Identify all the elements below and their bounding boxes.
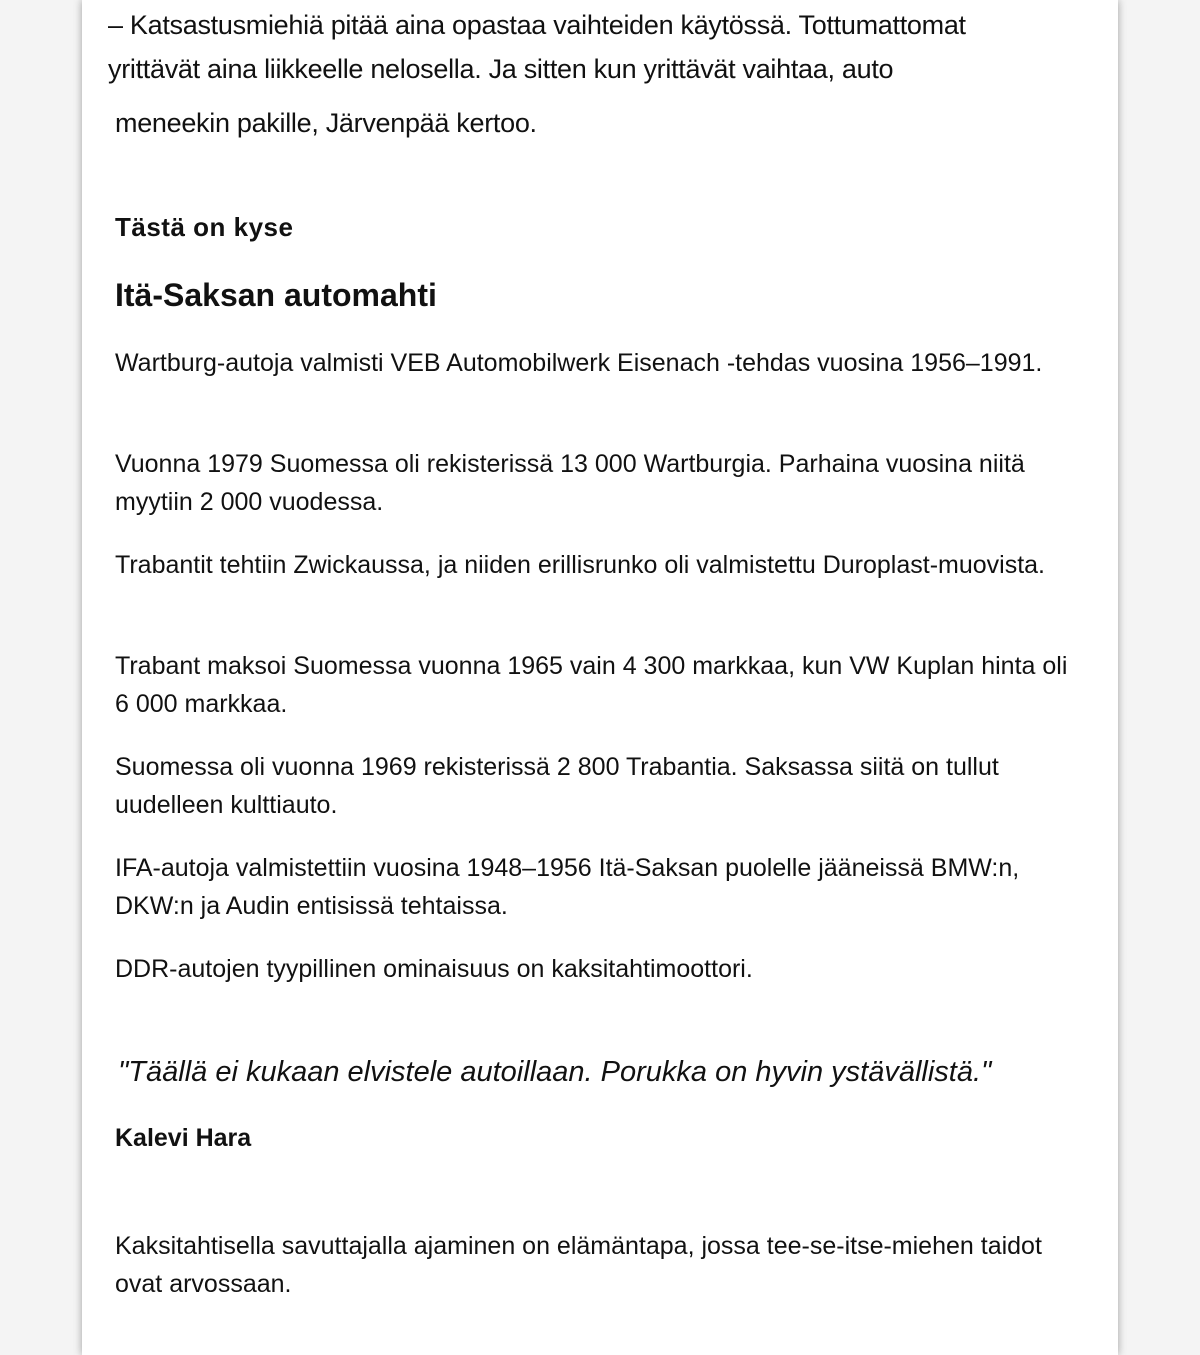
closing-paragraph: Kaksitahtisella savuttajalla ajaminen on elämäntapa, jossa tee-se-itse-miehen taidot ovat arvossaan. [115,1232,1042,1298]
quote-author: Kalevi Hara [115,1124,252,1152]
pull-quote: "Täällä ei kukaan elvistele autoillaan. Porukka on hyvin ystävällistä." [118,1056,992,1088]
intro-line-2: yrittävät aina liikkeelle nelosella. Ja sitten kun yrittävät vaihtaa, auto [108,54,894,84]
factbox-kicker: Tästä on kyse [115,212,294,242]
intro-line-1: – Katsastusmiehiä pitää aina opastaa vaihteiden käytössä. Tottumattomat [108,10,966,40]
fact-paragraph: DDR-autojen tyypillinen ominaisuus on kaksitahtimoottori. [115,955,753,983]
intro-line-3: meneekin pakille, Järvenpää kertoo. [115,108,537,138]
fact-paragraph: Trabant maksoi Suomessa vuonna 1965 vain 4 300 markkaa, kun VW Kuplan hinta oli 6 000 markkaa. [115,652,1068,718]
fact-paragraph: Suomessa oli vuonna 1969 rekisterissä 2 800 Trabantia. Saksassa siitä on tullut uudelleen kulttiauto. [115,753,999,819]
fact-paragraph: IFA-autoja valmistettiin vuosina 1948–1956 Itä-Saksan puolelle jääneissä BMW:n, DKW:n ja Audin entisissä tehtaissa. [115,854,1020,920]
fact-paragraph: Wartburg-autoja valmisti VEB Automobilwerk Eisenach -tehdas vuosina 1956–1991. [115,349,1043,377]
fact-paragraph: Vuonna 1979 Suomessa oli rekisterissä 13 000 Wartburgia. Parhaina vuosina niitä myytiin 2 000 vuodessa. [115,450,1025,516]
factbox-title: Itä-Saksan automahti [115,277,437,313]
fact-paragraph: Trabantit tehtiin Zwickaussa, ja niiden erillisrunko oli valmistettu Duroplast-muovista. [115,551,1046,579]
